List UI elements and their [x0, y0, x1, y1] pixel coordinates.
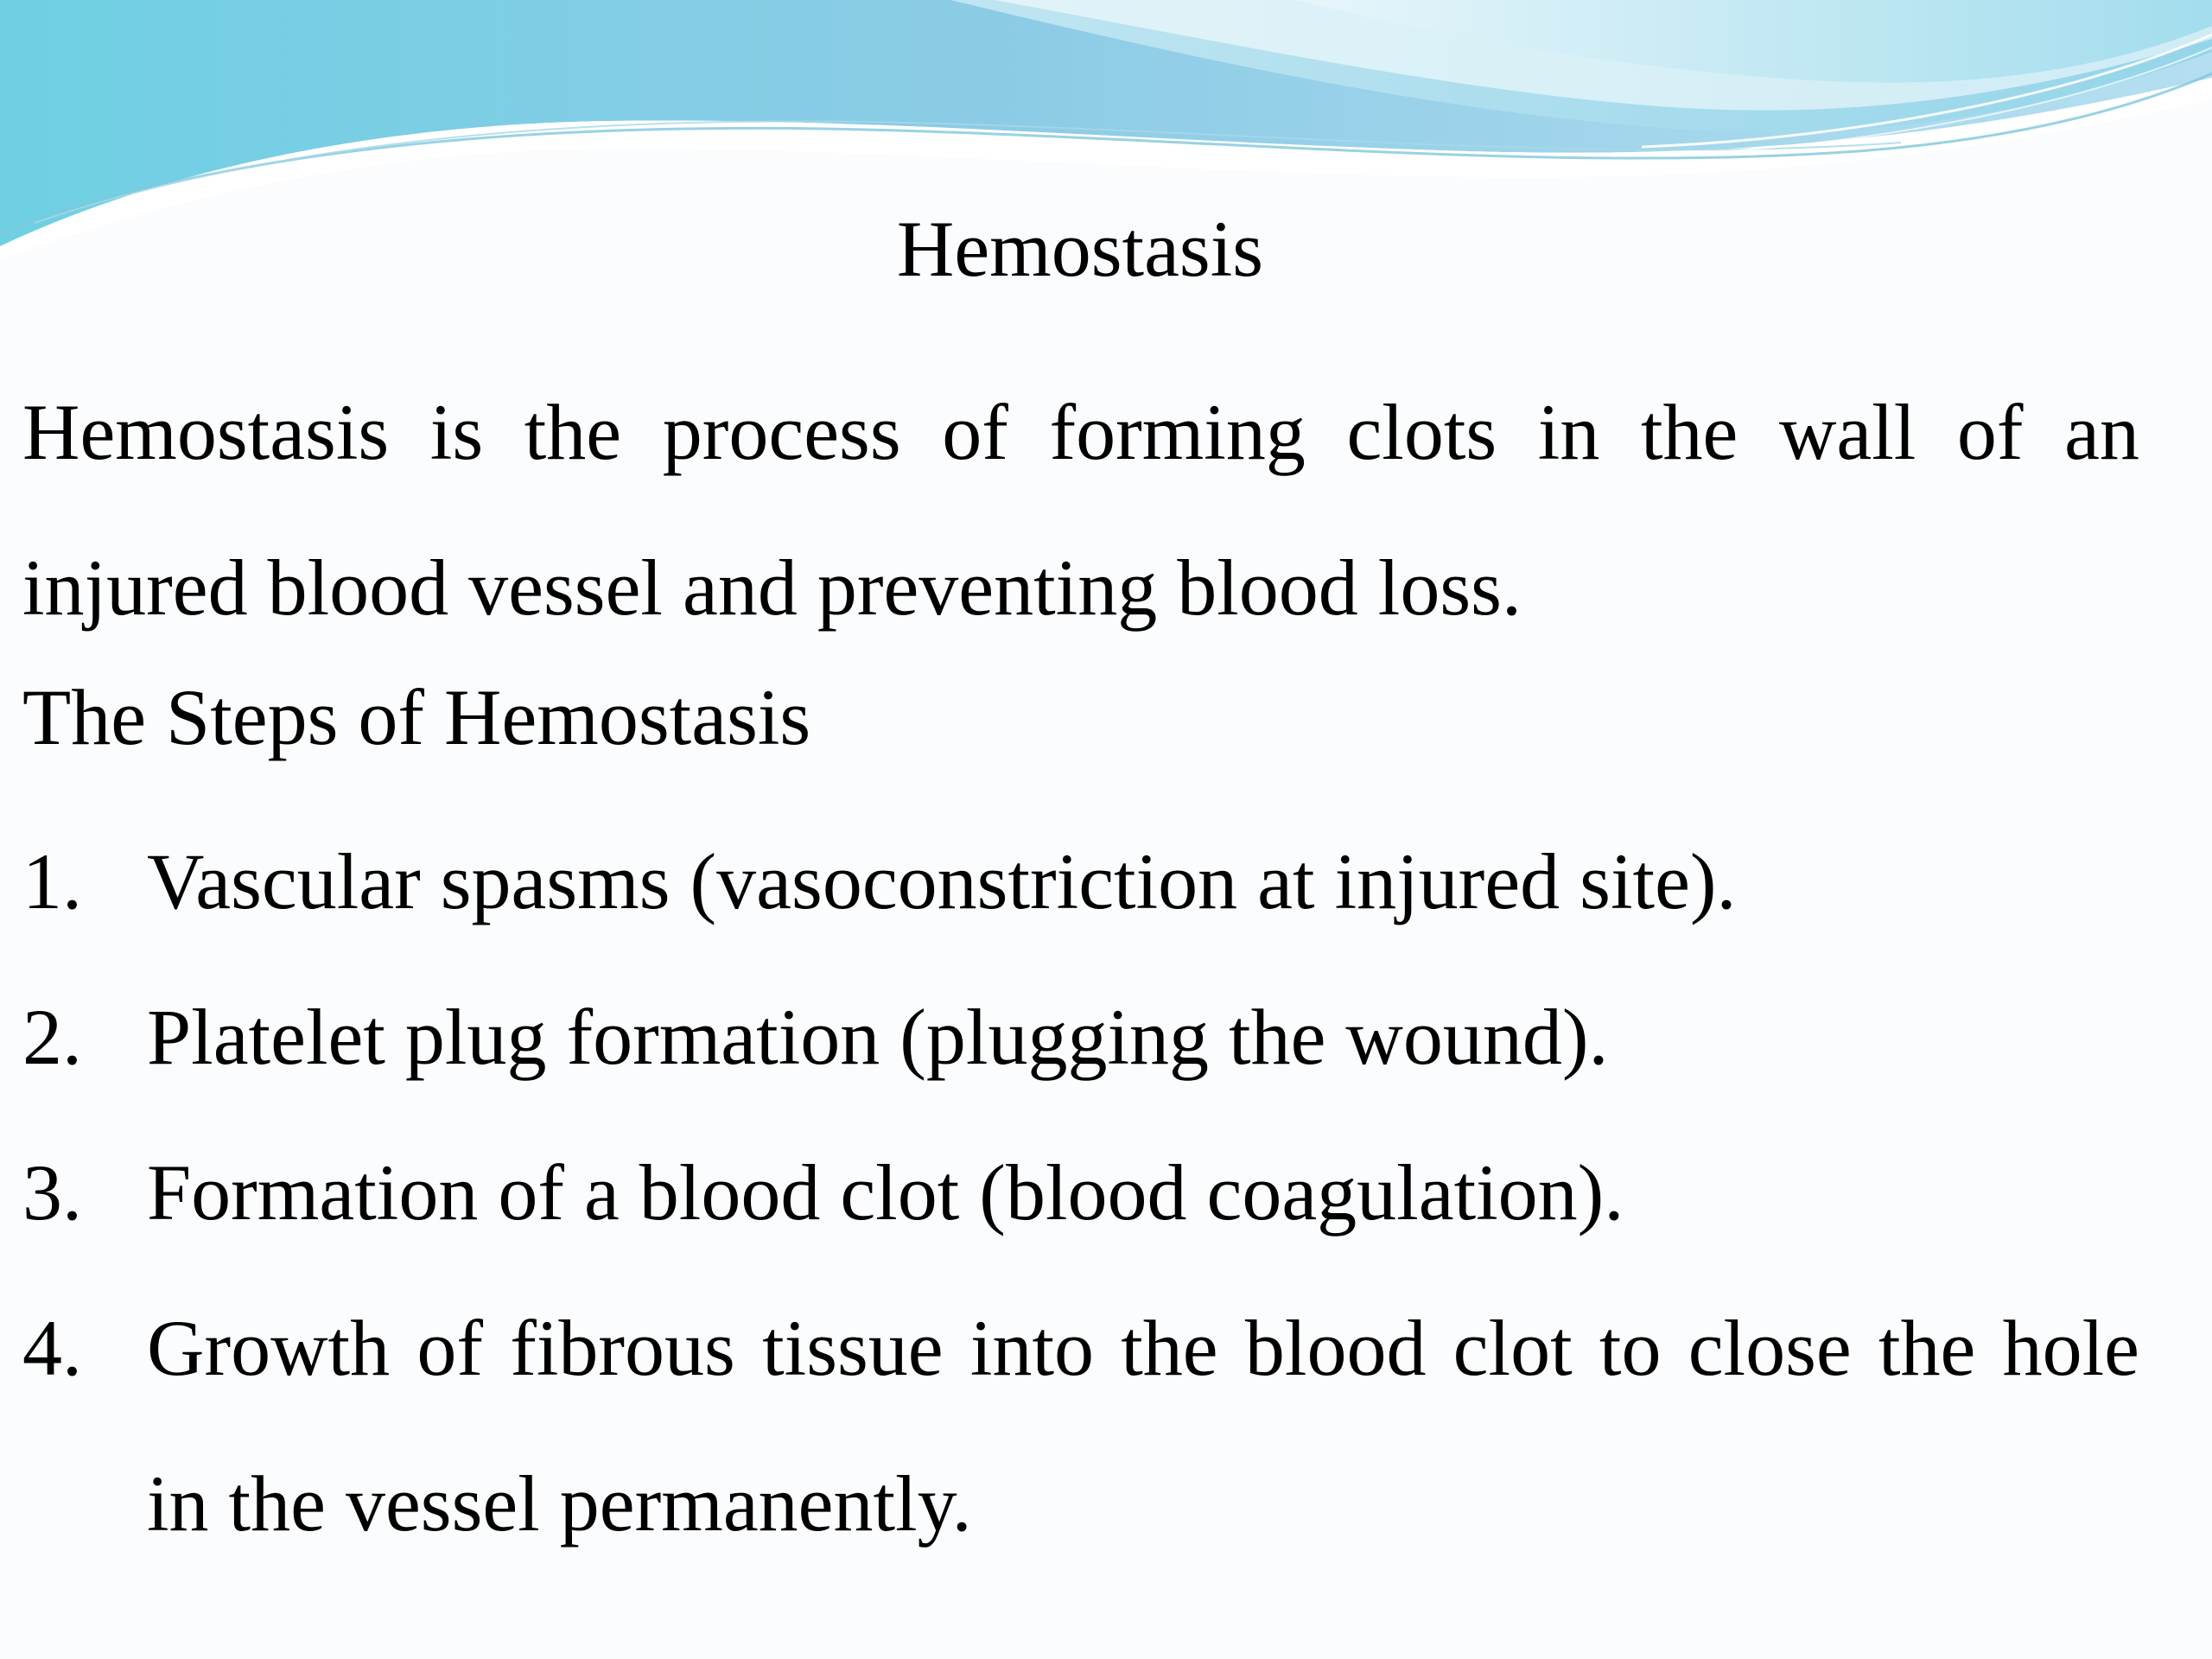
step-text: Platelet plug formation (plugging the wound). [147, 993, 1609, 1081]
step-number: 3. [22, 1148, 82, 1236]
step-item [22, 1115, 2139, 1270]
step-item [22, 959, 2139, 1115]
step-item [22, 1270, 2139, 1581]
steps-list [22, 804, 2139, 1581]
step-text: Vascular spasms (vasoconstriction at injured site). [147, 837, 1737, 925]
step-number: 2. [22, 993, 82, 1081]
step-text: Formation of a blood clot (blood coagulation). [147, 1148, 1624, 1236]
steps-heading: The Steps of Hemostasis [22, 673, 811, 761]
slide-title: Hemostasis [896, 205, 1264, 293]
step-text: Growth of fibrous tissue into the blood clot to close the hole in the vessel permanently. [147, 1304, 2139, 1548]
step-number: 1. [22, 837, 82, 925]
intro-paragraph: Hemostasis is the process of forming clots in the wall of an injured blood vessel and preventing blood loss. [22, 388, 2139, 632]
step-number: 4. [22, 1304, 82, 1392]
step-item [22, 804, 2139, 959]
